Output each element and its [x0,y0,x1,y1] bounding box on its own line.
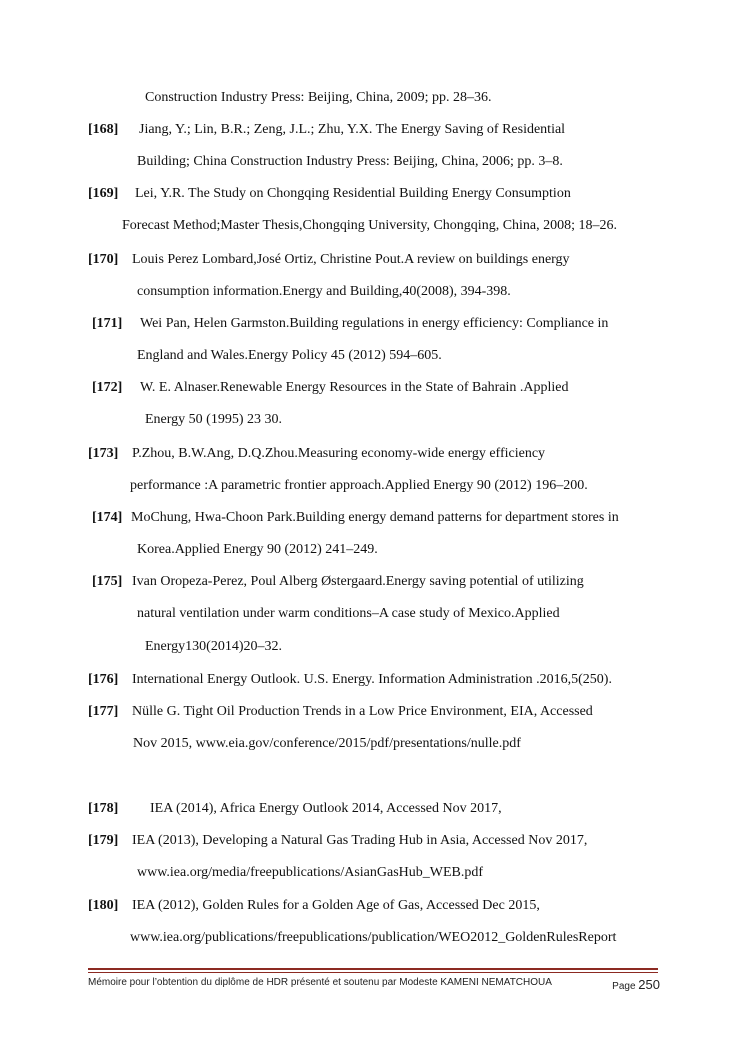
reference-text: Louis Perez Lombard,José Ortiz, Christine Pout.A review on buildings energy [132,252,570,267]
reference-line [88,704,593,720]
reference-number: [169] [88,186,119,201]
reference-text: Wei Pan, Helen Garmston.Building regulations in energy efficiency: Compliance in [140,316,609,331]
reference-text: MoChung, Hwa-Choon Park.Building energy demand patterns for department stores in [131,510,619,525]
reference-text: Nülle G. Tight Oil Production Trends in a Low Price Environment, EIA, Accessed [132,704,593,719]
reference-line [88,898,540,914]
reference-number: [170] [88,252,119,267]
reference-number: [179] [88,833,119,848]
reference-number: [177] [88,704,119,719]
page-number: 250 [638,977,660,992]
reference-number: [173] [88,446,119,461]
reference-line: Korea.Applied Energy 90 (2012) 241–249. [137,542,378,557]
reference-line: performance :A parametric frontier approach.Applied Energy 90 (2012) 196–200. [130,478,588,493]
reference-line [88,122,565,138]
reference-line [88,252,570,268]
reference-line [88,833,587,849]
reference-line [88,446,545,462]
reference-number: [168] [88,122,119,137]
reference-line [92,510,619,526]
reference-line: consumption information.Energy and Building,40(2008), 394-398. [137,284,511,299]
reference-line: Forecast Method;Master Thesis,Chongqing University, Chongqing, China, 2008; 18–26. [122,218,618,233]
reference-line: www.iea.org/publications/freepublications/publication/WEO2012_GoldenRulesReport [130,930,617,945]
reference-line [88,801,502,817]
page-label: Page [612,981,636,992]
footer-text: Mémoire pour l’obtention du diplôme de HDR présenté et soutenu par Modeste KAMENI NEMATCHOUA [88,977,552,988]
reference-number: [174] [92,510,123,525]
reference-line [92,316,608,332]
reference-text: P.Zhou, B.W.Ang, D.Q.Zhou.Measuring economy-wide energy efficiency [132,446,546,461]
reference-line [92,380,568,396]
reference-text: W. E. Alnaser.Renewable Energy Resources in the State of Bahrain .Applied [140,380,569,395]
reference-number: [172] [92,380,123,395]
reference-line [88,672,612,688]
reference-text: IEA (2012), Golden Rules for a Golden Age of Gas, Accessed Dec 2015, [132,898,540,913]
reference-line [92,574,584,590]
reference-number: [176] [88,672,119,687]
reference-text: Lei, Y.R. The Study on Chongqing Residential Building Energy Consumption [135,186,571,201]
reference-text: Jiang, Y.; Lin, B.R.; Zeng, J.L.; Zhu, Y.X. The Energy Saving of Residential [139,122,566,137]
page-footer [88,977,660,992]
reference-number: [178] [88,801,119,816]
reference-line: Building; China Construction Industry Press: Beijing, China, 2006; pp. 3–8. [137,154,563,169]
reference-line: Energy 50 (1995) 23 30. [145,412,282,427]
reference-line: natural ventilation under warm conditions–A case study of Mexico.Applied [137,606,560,621]
reference-line [88,186,571,202]
reference-number: [171] [92,316,123,331]
reference-line: Nov 2015, www.eia.gov/conference/2015/pdf/presentations/nulle.pdf [133,736,521,751]
reference-line: Energy130(2014)20–32. [145,639,282,654]
footer-divider [88,968,658,970]
reference-line: England and Wales.Energy Policy 45 (2012) 594–605. [137,348,442,363]
page-indicator [612,977,660,992]
reference-text: International Energy Outlook. U.S. Energy. Information Administration .2016,5(250). [132,672,612,687]
reference-text: IEA (2014), Africa Energy Outlook 2014, Accessed Nov 2017, [150,801,502,816]
reference-line: www.iea.org/media/freepublications/AsianGasHub_WEB.pdf [137,865,484,880]
footer-divider-thin [88,972,658,973]
reference-number: [180] [88,898,119,913]
reference-number: [175] [92,574,123,589]
reference-text: Ivan Oropeza-Perez, Poul Alberg Østergaard.Energy saving potential of utilizing [132,574,584,589]
reference-text: IEA (2013), Developing a Natural Gas Trading Hub in Asia, Accessed Nov 2017, [132,833,588,848]
reference-line: Construction Industry Press: Beijing, China, 2009; pp. 28–36. [145,90,492,105]
